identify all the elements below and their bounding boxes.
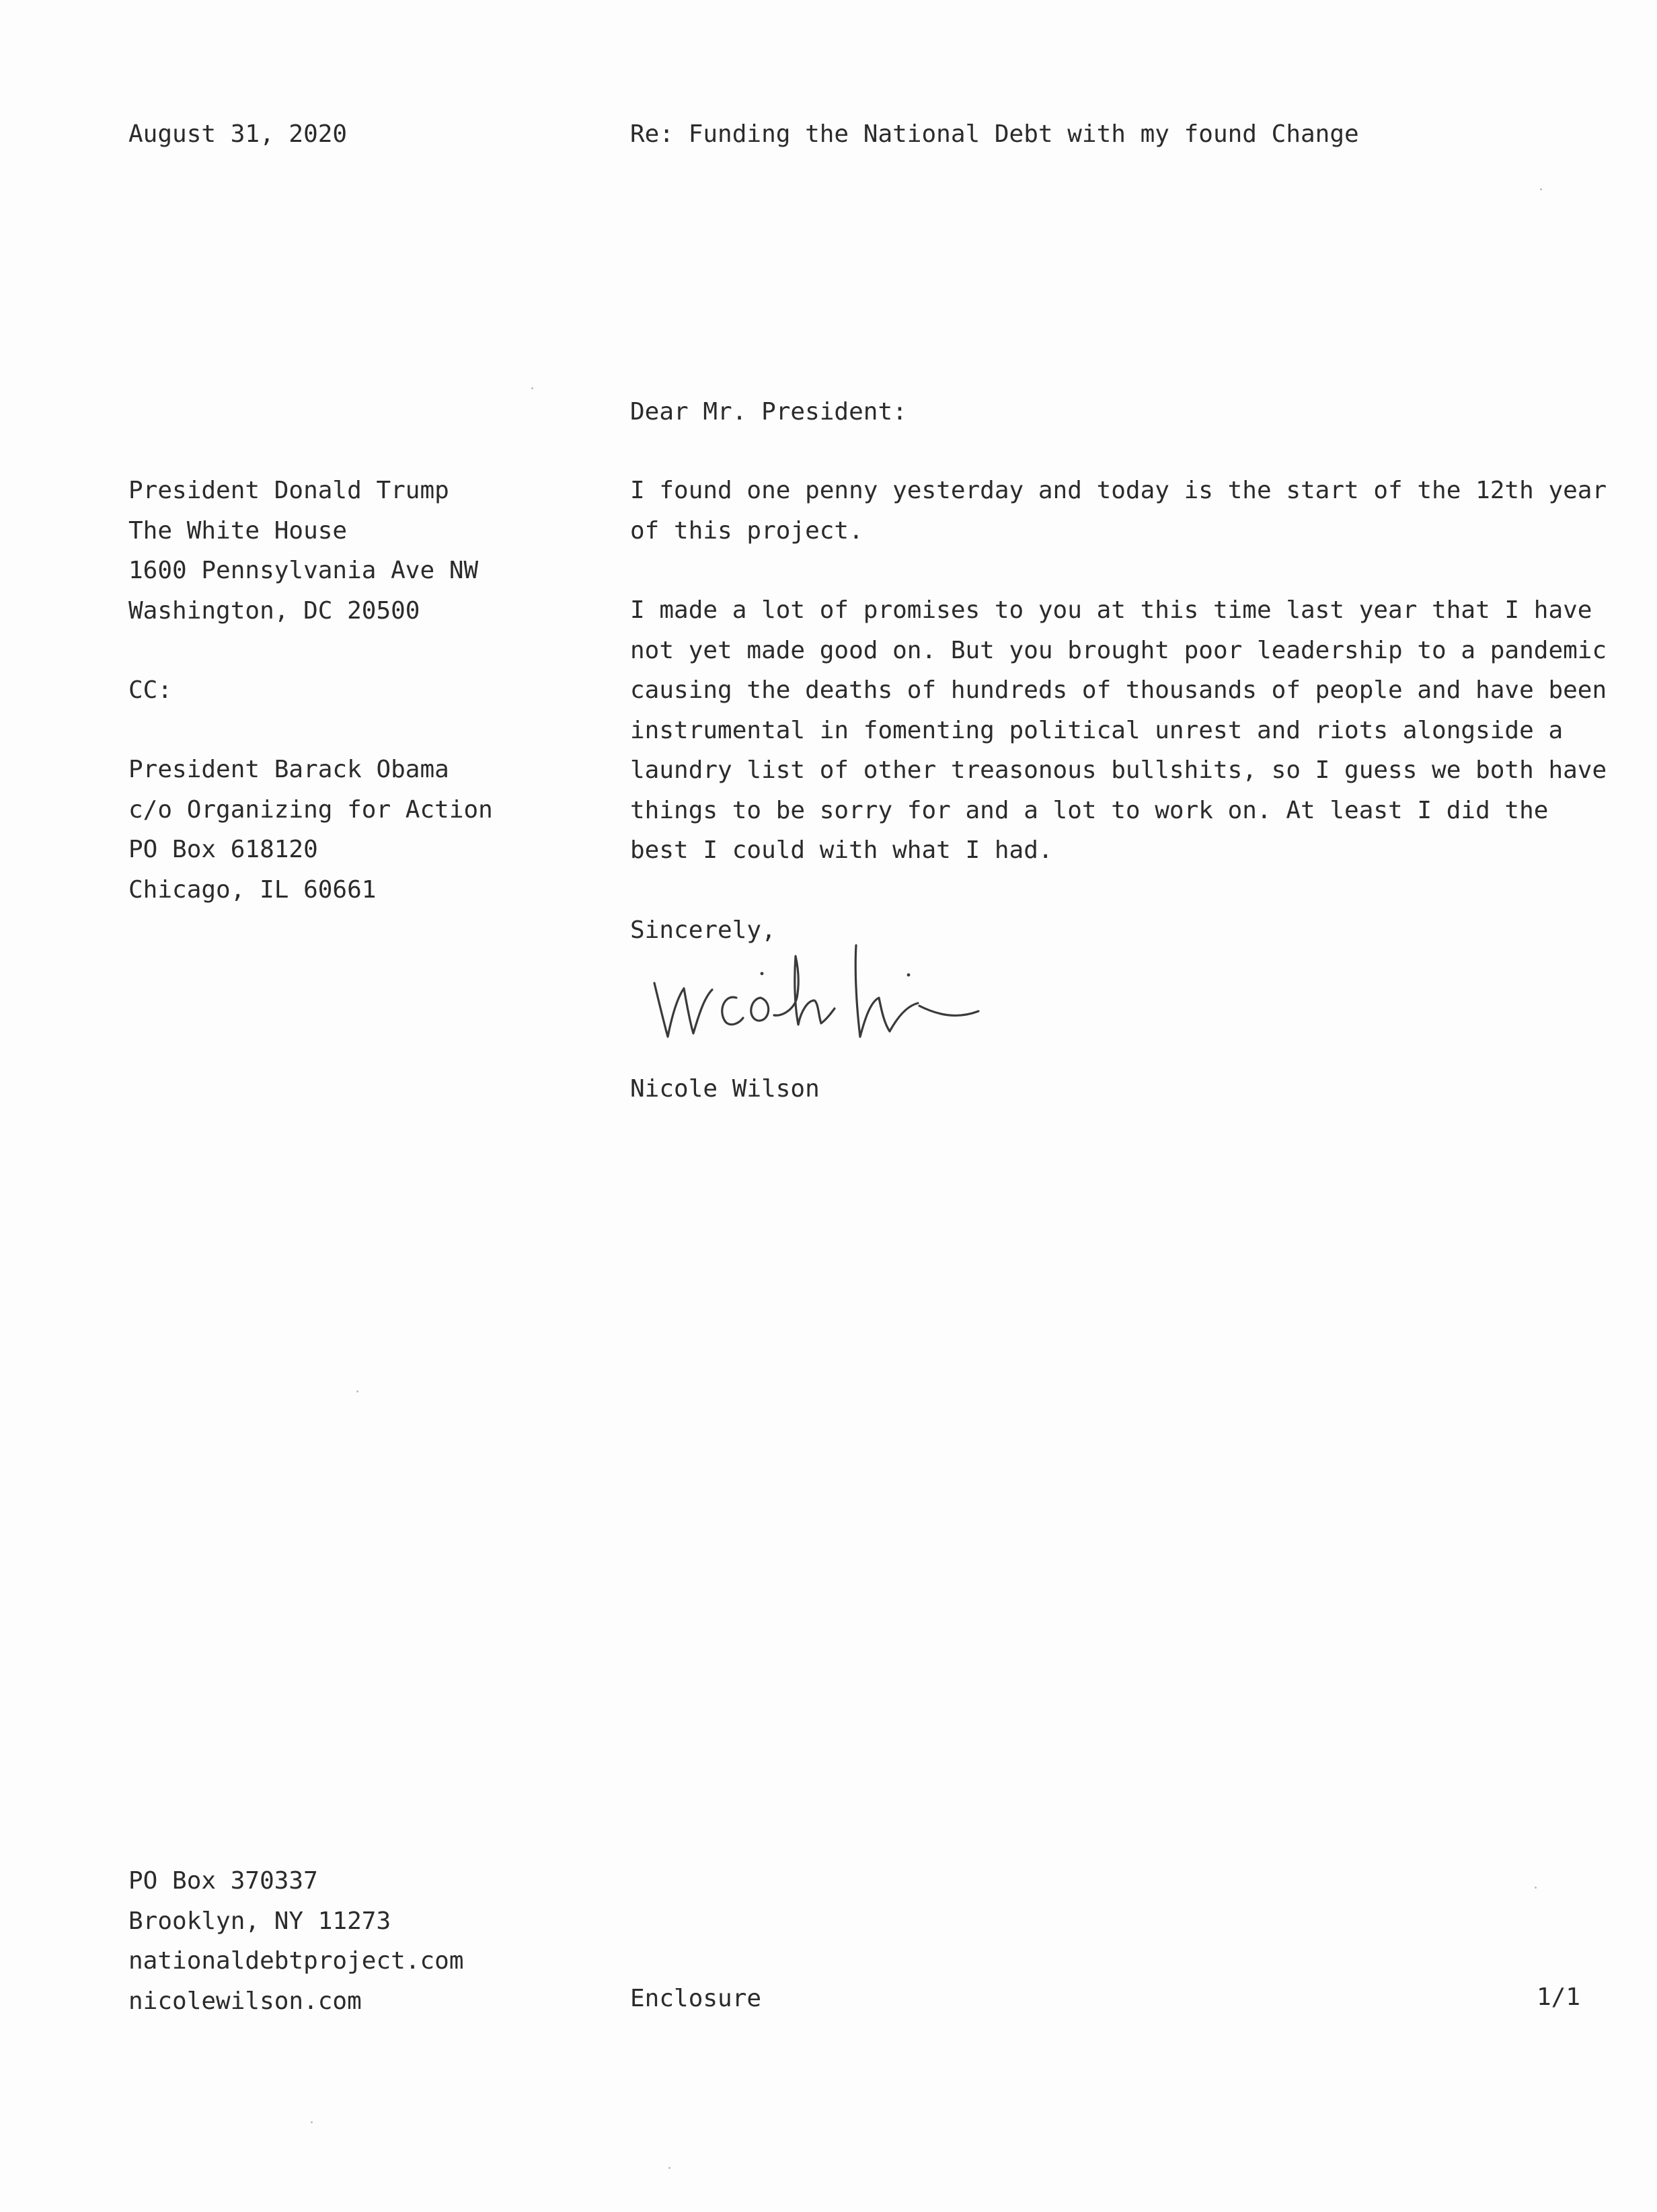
enclosure-label: Enclosure bbox=[630, 1985, 762, 2012]
sender-address bbox=[128, 1861, 464, 2021]
body-line: causing the deaths of hundreds of thousands of people and have been bbox=[630, 676, 1607, 704]
scan-speck bbox=[531, 387, 533, 389]
sender-address-line: Brooklyn, NY 11273 bbox=[128, 1907, 391, 1935]
page-number: 1/1 bbox=[1537, 1983, 1581, 2011]
cc-line: c/o Organizing for Action bbox=[128, 795, 493, 824]
recipient-line: President Donald Trump bbox=[128, 477, 449, 504]
body-line: instrumental in fomenting political unrest and riots alongside a bbox=[630, 716, 1564, 744]
cc-line: Chicago, IL 60661 bbox=[128, 875, 377, 904]
cc-line: President Barack Obama bbox=[128, 756, 449, 783]
letter-date: August 31, 2020 bbox=[128, 120, 348, 148]
body-paragraph-2 bbox=[630, 590, 1607, 871]
cc-address bbox=[128, 750, 493, 910]
sender-website-link[interactable]: nationaldebtproject.com bbox=[128, 1947, 464, 1975]
body-line: I found one penny yesterday and today is the start of the 12th year bbox=[630, 477, 1607, 504]
scan-speck bbox=[668, 2167, 670, 2169]
scan-speck bbox=[1535, 1887, 1537, 1889]
sender-website-link[interactable]: nicolewilson.com bbox=[128, 1987, 362, 2015]
recipient-line: Washington, DC 20500 bbox=[128, 596, 420, 625]
scan-speck bbox=[356, 1390, 358, 1392]
closing: Sincerely, bbox=[630, 916, 776, 944]
body-line: things to be sorry for and a lot to work on. At least I did the bbox=[630, 796, 1549, 824]
body-line: laundry list of other treasonous bullshits, so I guess we both have bbox=[630, 756, 1607, 784]
body-paragraph-1 bbox=[630, 471, 1607, 551]
body-line: of this project. bbox=[630, 516, 863, 545]
body-line: best I could with what I had. bbox=[630, 836, 1053, 864]
scan-speck bbox=[311, 2121, 313, 2123]
scan-speck bbox=[1540, 188, 1542, 190]
handwritten-signature bbox=[642, 936, 992, 1057]
body-line: not yet made good on. But you brought poor leadership to a pandemic bbox=[630, 636, 1607, 664]
salutation: Dear Mr. President: bbox=[630, 398, 907, 426]
subject-line: Re: Funding the National Debt with my found Change bbox=[630, 120, 1359, 148]
recipient-line: The White House bbox=[128, 516, 348, 545]
recipient-address bbox=[128, 471, 478, 631]
sender-address-line: PO Box 370337 bbox=[128, 1867, 318, 1895]
cc-label: CC: bbox=[128, 676, 173, 704]
cc-line: PO Box 618120 bbox=[128, 836, 318, 863]
sender-name: Nicole Wilson bbox=[630, 1075, 820, 1103]
recipient-line: 1600 Pennsylvania Ave NW bbox=[128, 557, 479, 584]
body-line: I made a lot of promises to you at this time last year that I have bbox=[630, 596, 1592, 624]
